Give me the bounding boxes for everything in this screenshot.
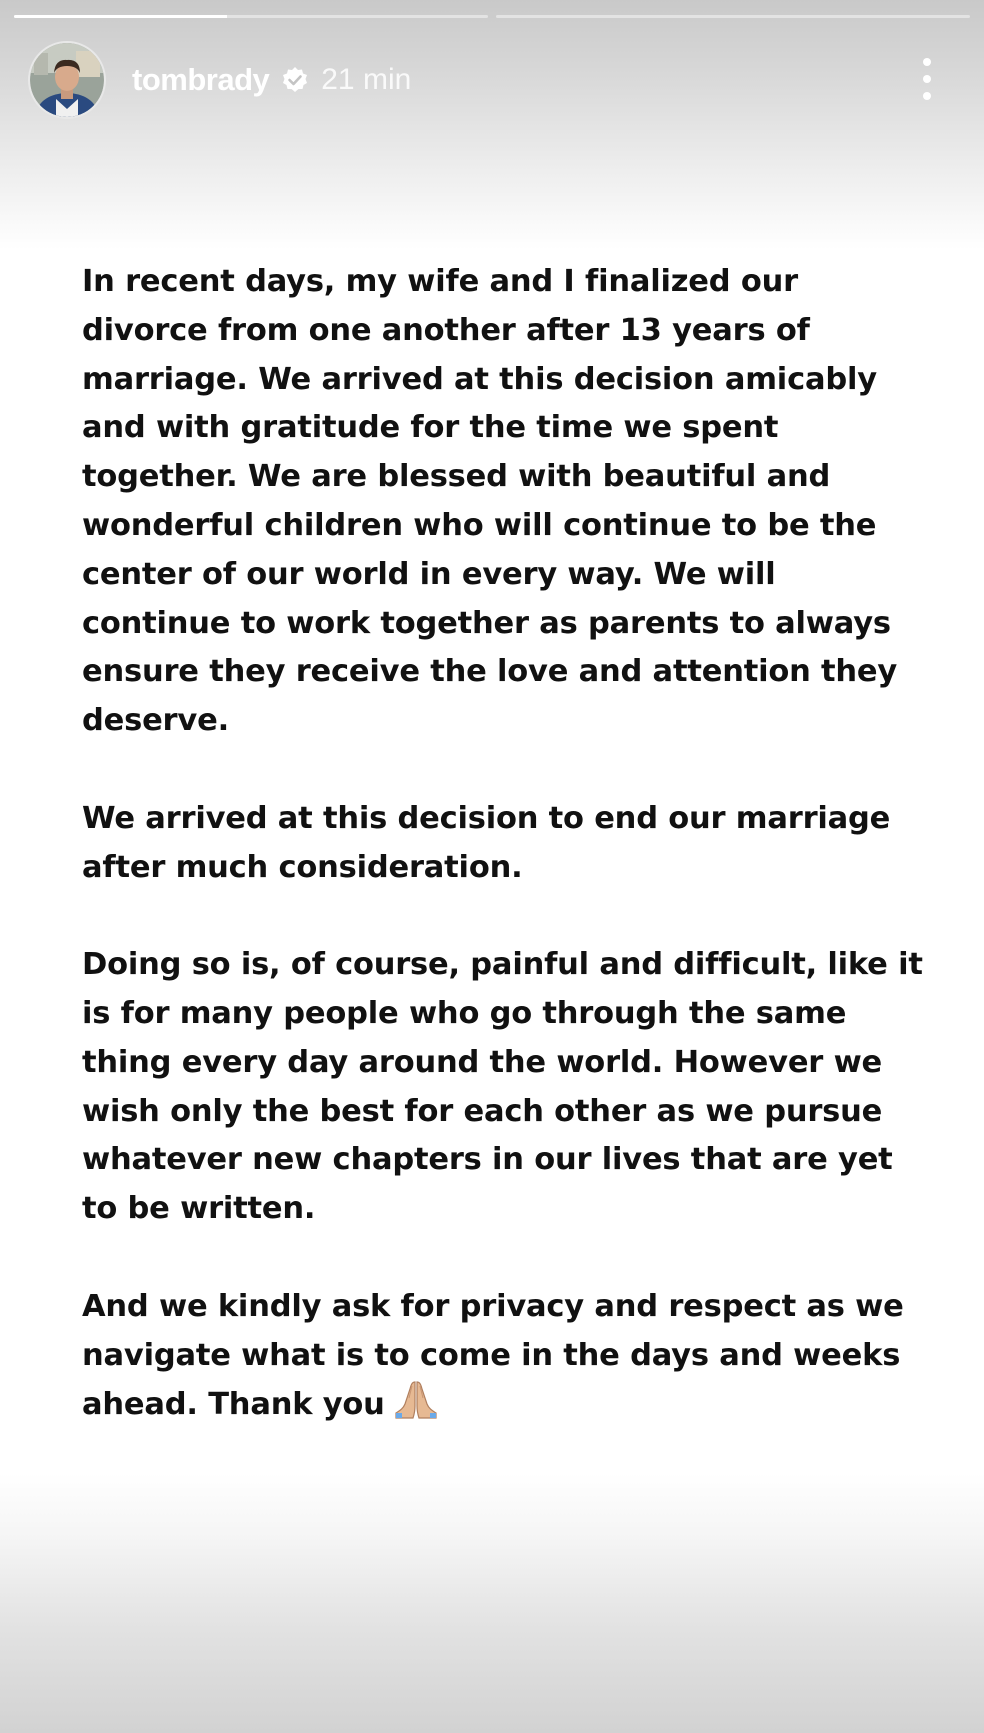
- paragraph-closing: [82, 1283, 932, 1436]
- paragraph: In recent days, my wife and I finalized our divorce from one another after 13 years of marriage. We arrived at this decision amicably and with gratitude for the time we spent together. We are blessed with beautiful and wonderful children who will continue to be the center of our world in every way. We will continue to work together as parents to always ensure they receive the love and attention they deserve.: [82, 264, 898, 739]
- username[interactable]: tombrady: [132, 62, 270, 97]
- story-text-content: [82, 258, 932, 1436]
- progress-fill: [14, 15, 227, 18]
- profile-photo-icon: [30, 43, 104, 117]
- closing-text: And we kindly ask for privacy and respect as we navigate what is to come in the days and weeks ahead. Thank you: [82, 1288, 904, 1423]
- paragraph: Doing so is, of course, painful and difficult, like it is for many people who go through the same thing every day around the world. However we wish only the best for each other as we pursue whatever new chapters in our lives that are yet to be written.: [82, 947, 923, 1227]
- folded-hands-icon: [393, 1380, 439, 1436]
- progress-segment: [496, 15, 970, 18]
- avatar[interactable]: [28, 41, 106, 119]
- menu-dot: [923, 75, 931, 83]
- story-progress-bar: [14, 15, 970, 18]
- menu-dot: [923, 58, 931, 66]
- menu-dot: [923, 92, 931, 100]
- verified-badge-icon: [281, 66, 309, 94]
- more-options-icon[interactable]: [912, 54, 942, 104]
- bottom-gradient: [0, 1473, 984, 1733]
- paragraph: We arrived at this decision to end our marriage after much consideration.: [82, 800, 891, 885]
- top-gradient: [0, 0, 984, 250]
- progress-segment: [14, 15, 488, 18]
- story-header: [28, 40, 411, 120]
- post-timestamp: 21 min: [321, 63, 412, 96]
